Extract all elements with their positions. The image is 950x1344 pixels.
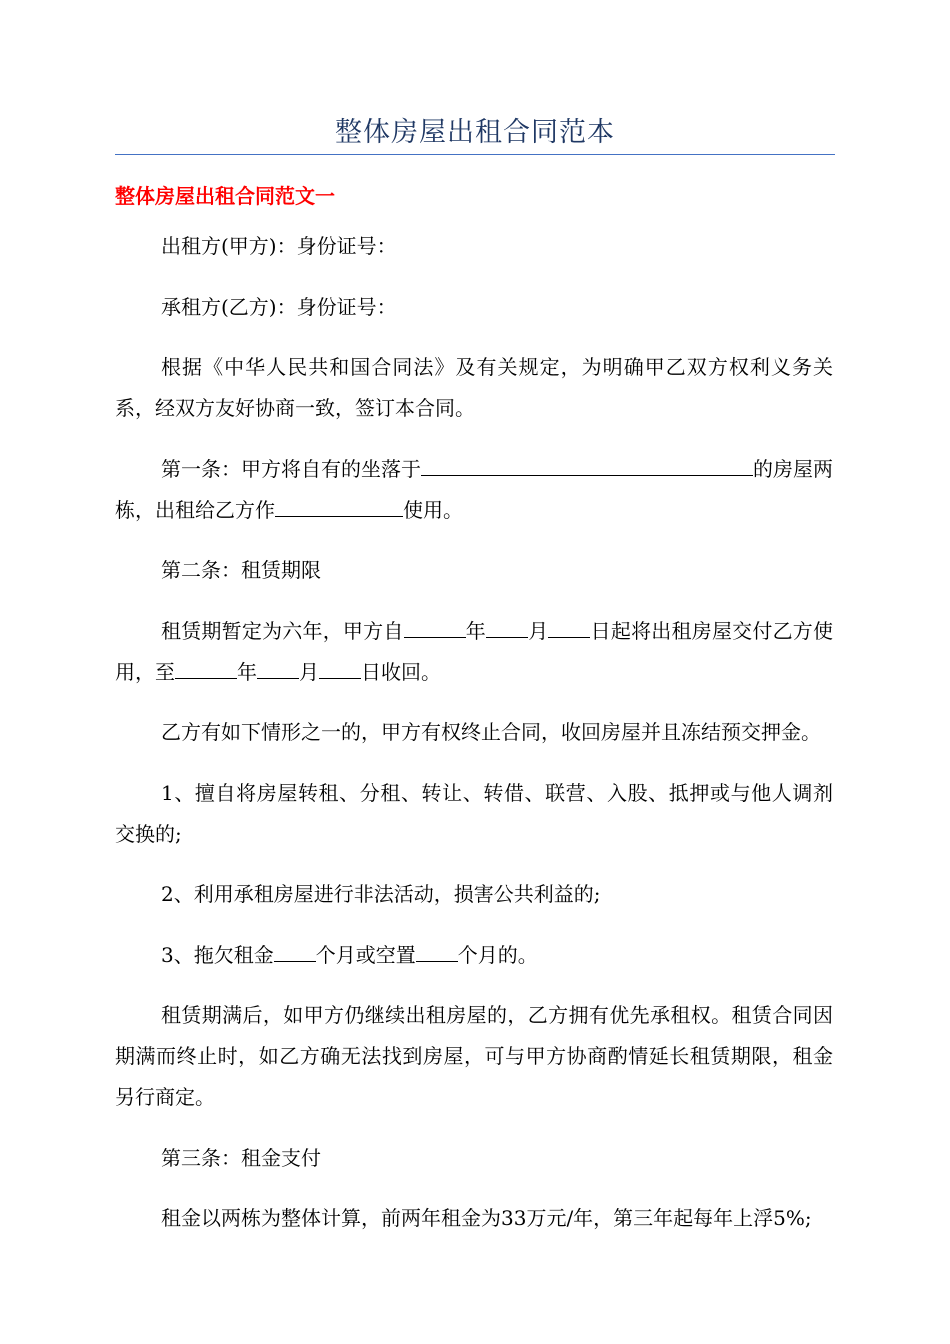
condition-item-1: 1、擅自将房屋转租、分租、转让、转借、联营、入股、抵押或与他人调剂交换的;: [115, 780, 833, 846]
renewal-paragraph: 租赁期满后，如甲方仍继续出租房屋的，乙方拥有优先承租权。租赁合同因期满而终止时，如乙方确无法找到房屋，可与甲方协商酌情延长租赁期限，租金另行商定。: [115, 1003, 833, 1109]
arrears-months-blank: [274, 940, 316, 962]
condition-item-3: [115, 935, 833, 976]
document-title: 整体房屋出租合同范本: [335, 117, 615, 148]
article-three-heading: 第三条：租金支付: [161, 1145, 321, 1170]
condition-3-text-b: 个月或空置: [315, 942, 416, 967]
article-one-text-c: 使用。: [403, 497, 463, 522]
vacancy-months-blank: [416, 940, 458, 962]
end-month-blank: [257, 657, 299, 679]
location-blank: [421, 454, 753, 476]
lease-term-text-f: 月: [299, 659, 319, 684]
preamble-paragraph: 根据《中华人民共和国合同法》及有关规定，为明确甲乙双方权利义务关系，经双方友好协商一致，签订本合同。: [115, 355, 833, 420]
termination-conditions-paragraph: 乙方有如下情形之一的，甲方有权终止合同，收回房屋并且冻结预交押金。: [161, 720, 821, 744]
start-day-blank: [548, 616, 590, 638]
start-year-blank: [404, 616, 466, 638]
rent-paragraph: 租金以两栋为整体计算，前两年租金为33万元/年，第三年起每年上浮5%;: [161, 1206, 812, 1230]
condition-3-text-a: 3、拖欠租金: [161, 942, 274, 967]
usage-blank: [275, 495, 403, 517]
lease-term-text-e: 年: [237, 659, 257, 684]
article-two-heading: 第二条：租赁期限: [161, 558, 321, 582]
section-heading: 整体房屋出租合同范文一: [115, 184, 335, 208]
lease-term-text-d: 日起将出租房屋交付乙方使用，至: [115, 618, 834, 684]
contract-body: [115, 226, 833, 1259]
condition-3-text-c: 个月的。: [457, 942, 538, 967]
lessee-line: 承租方(乙方)：身份证号：: [161, 294, 397, 319]
end-day-blank: [319, 657, 361, 679]
article-one-text-a: 第一条：甲方将自有的坐落于: [161, 456, 421, 481]
lease-term-text-c: 月: [528, 618, 549, 643]
lease-term-text-g: 日收回。: [361, 659, 441, 684]
lease-term-text-a: 租赁期暂定为六年，甲方自: [161, 618, 404, 643]
title-underline: [115, 154, 835, 155]
lease-term-paragraph: [115, 611, 833, 693]
article-one-text-b: 的房屋两栋，出租给乙方作: [115, 456, 833, 522]
start-month-blank: [486, 616, 528, 638]
lease-term-text-b: 年: [465, 618, 487, 643]
article-one-paragraph: [115, 449, 833, 531]
condition-item-2: 2、利用承租房屋进行非法活动，损害公共利益的;: [161, 882, 601, 906]
lessor-line: 出租方(甲方)：身份证号：: [161, 234, 397, 258]
end-year-blank: [175, 657, 237, 679]
